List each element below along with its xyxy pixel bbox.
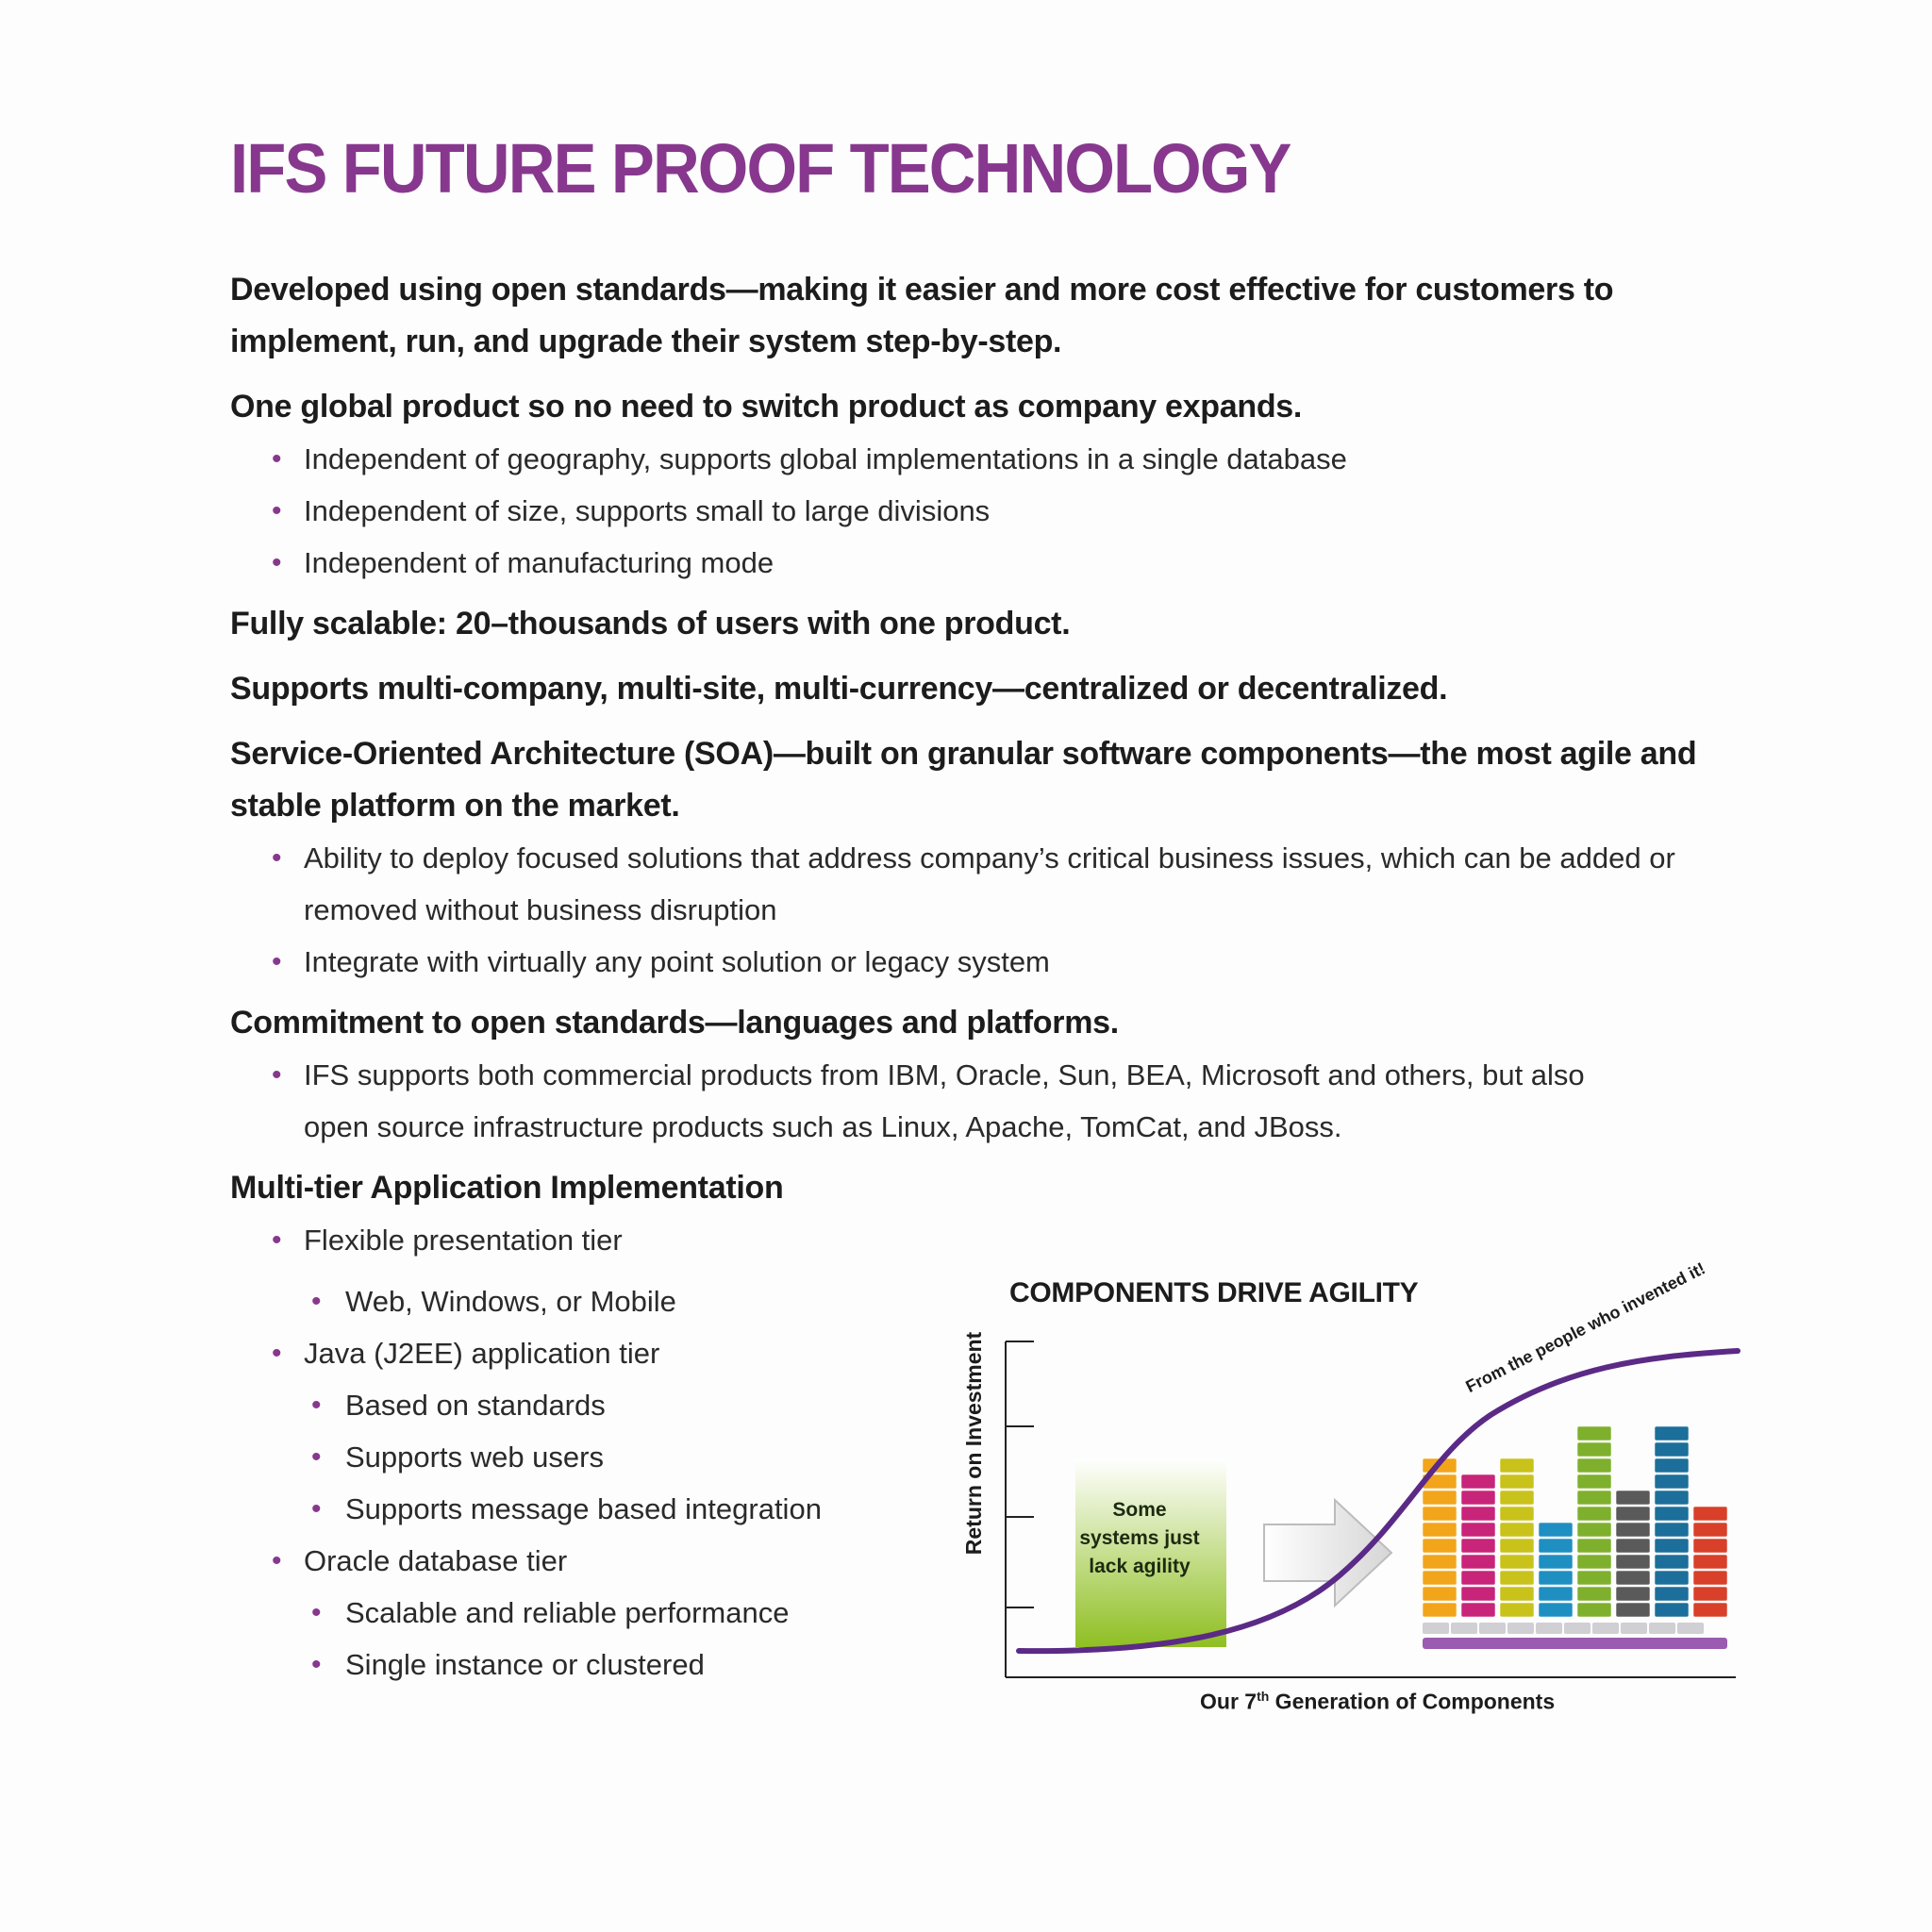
components-agility-figure (961, 1258, 1764, 1726)
component-block (1500, 1507, 1534, 1521)
list-item (230, 433, 1758, 485)
component-block (1461, 1555, 1495, 1569)
component-block (1616, 1539, 1650, 1553)
bullet-list (230, 1049, 1758, 1153)
x-axis-label (1200, 1689, 1555, 1715)
list-item-text: Supports message based integration (345, 1492, 822, 1525)
arrow-shape (1264, 1500, 1391, 1606)
component-block (1423, 1603, 1457, 1617)
list-item-text: Supports web users (345, 1441, 604, 1474)
callout-text: Some systems just lack agility (1079, 1499, 1200, 1577)
component-column (1577, 1426, 1611, 1617)
list-item-text: IFS supports both commercial products from IBM, Oracle, Sun, BEA, Microsoft and others, but also open source infrastructure products such as Linux, Apache, TomCat, and JBoss. (304, 1058, 1585, 1143)
list-item (230, 1049, 1643, 1153)
component-block (1539, 1571, 1573, 1585)
bullet-list (230, 433, 1758, 589)
list-item (230, 936, 1758, 988)
component-block (1655, 1539, 1689, 1553)
component-block (1461, 1539, 1495, 1553)
component-block (1693, 1587, 1727, 1601)
component-block (1577, 1491, 1611, 1505)
x-axis-label-rest: Generation of Components (1269, 1689, 1556, 1714)
component-block (1577, 1587, 1611, 1601)
component-block (1693, 1523, 1727, 1537)
component-block (1461, 1571, 1495, 1585)
x-axis-label-main: Our 7 (1200, 1689, 1257, 1714)
bullet-list (230, 832, 1758, 988)
component-column (1616, 1491, 1650, 1617)
base-block (1451, 1623, 1477, 1634)
base-block (1649, 1623, 1675, 1634)
component-block (1500, 1458, 1534, 1473)
component-block (1693, 1555, 1727, 1569)
base-block (1677, 1623, 1704, 1634)
component-block (1616, 1523, 1650, 1537)
list-item-text: Independent of size, supports small to large divisions (304, 494, 991, 527)
component-bars (1423, 1426, 1727, 1649)
section-heading: One global product so no need to switch product as company expands. (230, 389, 1303, 425)
component-block (1539, 1603, 1573, 1617)
component-block (1500, 1539, 1534, 1553)
list-item (230, 1214, 1758, 1266)
base-block (1536, 1623, 1562, 1634)
component-block (1500, 1603, 1534, 1617)
section-multi-company (230, 663, 1758, 715)
list-item (230, 485, 1758, 537)
list-item (230, 832, 1757, 936)
component-block (1655, 1523, 1689, 1537)
component-block (1655, 1458, 1689, 1473)
component-block (1500, 1491, 1534, 1505)
component-block (1655, 1507, 1689, 1521)
component-column (1500, 1458, 1534, 1617)
component-block (1461, 1523, 1495, 1537)
section-heading: Multi-tier Application Implementation (230, 1170, 784, 1206)
component-block (1539, 1555, 1573, 1569)
list-item-text: Flexible presentation tier (304, 1224, 623, 1257)
list-item-text: Ability to deploy focused solutions that address company’s critical business issues, which can be added or removed without business disruption (304, 841, 1675, 926)
section-commitment (230, 997, 1758, 1153)
curve-label: From the people who invented it! (1462, 1258, 1708, 1397)
component-block (1539, 1539, 1573, 1553)
component-block (1577, 1571, 1611, 1585)
component-block (1577, 1539, 1611, 1553)
component-block (1423, 1555, 1457, 1569)
component-block (1461, 1603, 1495, 1617)
list-item-text: Independent of geography, supports global implementations in a single database (304, 442, 1347, 475)
bullet-list (230, 1214, 1758, 1266)
component-block (1577, 1474, 1611, 1489)
component-block (1693, 1539, 1727, 1553)
component-block (1655, 1474, 1689, 1489)
component-block (1423, 1523, 1457, 1537)
component-column (1423, 1458, 1457, 1617)
component-block (1577, 1523, 1611, 1537)
base-block (1621, 1623, 1647, 1634)
section-heading: Supports multi-company, multi-site, multi-currency—centralized or decentralized. (230, 671, 1448, 707)
component-block (1655, 1571, 1689, 1585)
base-block (1564, 1623, 1591, 1634)
component-block (1539, 1587, 1573, 1601)
list-item-text: Java (J2EE) application tier (304, 1337, 660, 1370)
y-axis-ticks (1006, 1341, 1034, 1607)
component-block (1461, 1474, 1495, 1489)
component-block (1616, 1555, 1650, 1569)
component-block (1655, 1555, 1689, 1569)
base-block (1423, 1623, 1449, 1634)
component-block (1616, 1491, 1650, 1505)
component-column (1693, 1507, 1727, 1617)
x-axis-label-sup: th (1257, 1689, 1270, 1704)
base-platform (1423, 1638, 1727, 1649)
section-heading: Commitment to open standards—languages and platforms. (230, 1005, 1119, 1041)
list-item (230, 537, 1758, 589)
list-item-text: Independent of manufacturing mode (304, 546, 774, 579)
component-block (1500, 1474, 1534, 1489)
component-block (1539, 1523, 1573, 1537)
component-block (1500, 1555, 1534, 1569)
component-block (1461, 1491, 1495, 1505)
component-block (1423, 1507, 1457, 1521)
component-block (1500, 1571, 1534, 1585)
component-block (1577, 1507, 1611, 1521)
component-block (1500, 1523, 1534, 1537)
section-soa (230, 728, 1758, 988)
base-block (1507, 1623, 1534, 1634)
component-block (1655, 1426, 1689, 1441)
component-block (1577, 1426, 1611, 1441)
component-block (1655, 1491, 1689, 1505)
list-item-text: Single instance or clustered (345, 1648, 705, 1681)
list-item-text: Based on standards (345, 1389, 606, 1422)
component-block (1423, 1571, 1457, 1585)
component-block (1655, 1442, 1689, 1457)
component-block (1616, 1587, 1650, 1601)
component-block (1693, 1571, 1727, 1585)
list-item-text: Oracle database tier (304, 1544, 568, 1577)
component-block (1577, 1442, 1611, 1457)
component-block (1577, 1603, 1611, 1617)
component-block (1423, 1587, 1457, 1601)
section-heading: Service-Oriented Architecture (SOA)—built on granular software components—the most agile and stable platform on the market. (230, 736, 1697, 824)
section-open-standards (230, 264, 1758, 368)
component-block (1616, 1507, 1650, 1521)
section-scalable (230, 598, 1758, 650)
component-block (1693, 1507, 1727, 1521)
section-global-product (230, 381, 1758, 589)
component-block (1655, 1587, 1689, 1601)
list-item-text: Integrate with virtually any point solution or legacy system (304, 945, 1050, 978)
chart-title: COMPONENTS DRIVE AGILITY (1009, 1277, 1419, 1308)
list-item-text: Web, Windows, or Mobile (345, 1285, 676, 1318)
component-block (1616, 1571, 1650, 1585)
component-column (1655, 1426, 1689, 1617)
component-column (1539, 1523, 1573, 1617)
component-block (1693, 1603, 1727, 1617)
section-heading: Fully scalable: 20–thousands of users with one product. (230, 606, 1071, 641)
base-block (1479, 1623, 1506, 1634)
component-block (1423, 1491, 1457, 1505)
list-item-text: Scalable and reliable performance (345, 1596, 790, 1629)
y-axis-label: Return on Investment (961, 1331, 986, 1556)
section-heading: Developed using open standards—making it easier and more cost effective for customers to implement, run, and upgrade their system step-by-step. (230, 272, 1614, 359)
page-title: IFS FUTURE PROOF TECHNOLOGY (230, 129, 1291, 208)
component-block (1423, 1539, 1457, 1553)
component-column (1461, 1474, 1495, 1617)
component-block (1500, 1587, 1534, 1601)
component-block (1655, 1603, 1689, 1617)
component-block (1577, 1555, 1611, 1569)
component-block (1616, 1603, 1650, 1617)
component-block (1461, 1587, 1495, 1601)
component-block (1461, 1507, 1495, 1521)
component-block (1577, 1458, 1611, 1473)
base-block (1592, 1623, 1619, 1634)
